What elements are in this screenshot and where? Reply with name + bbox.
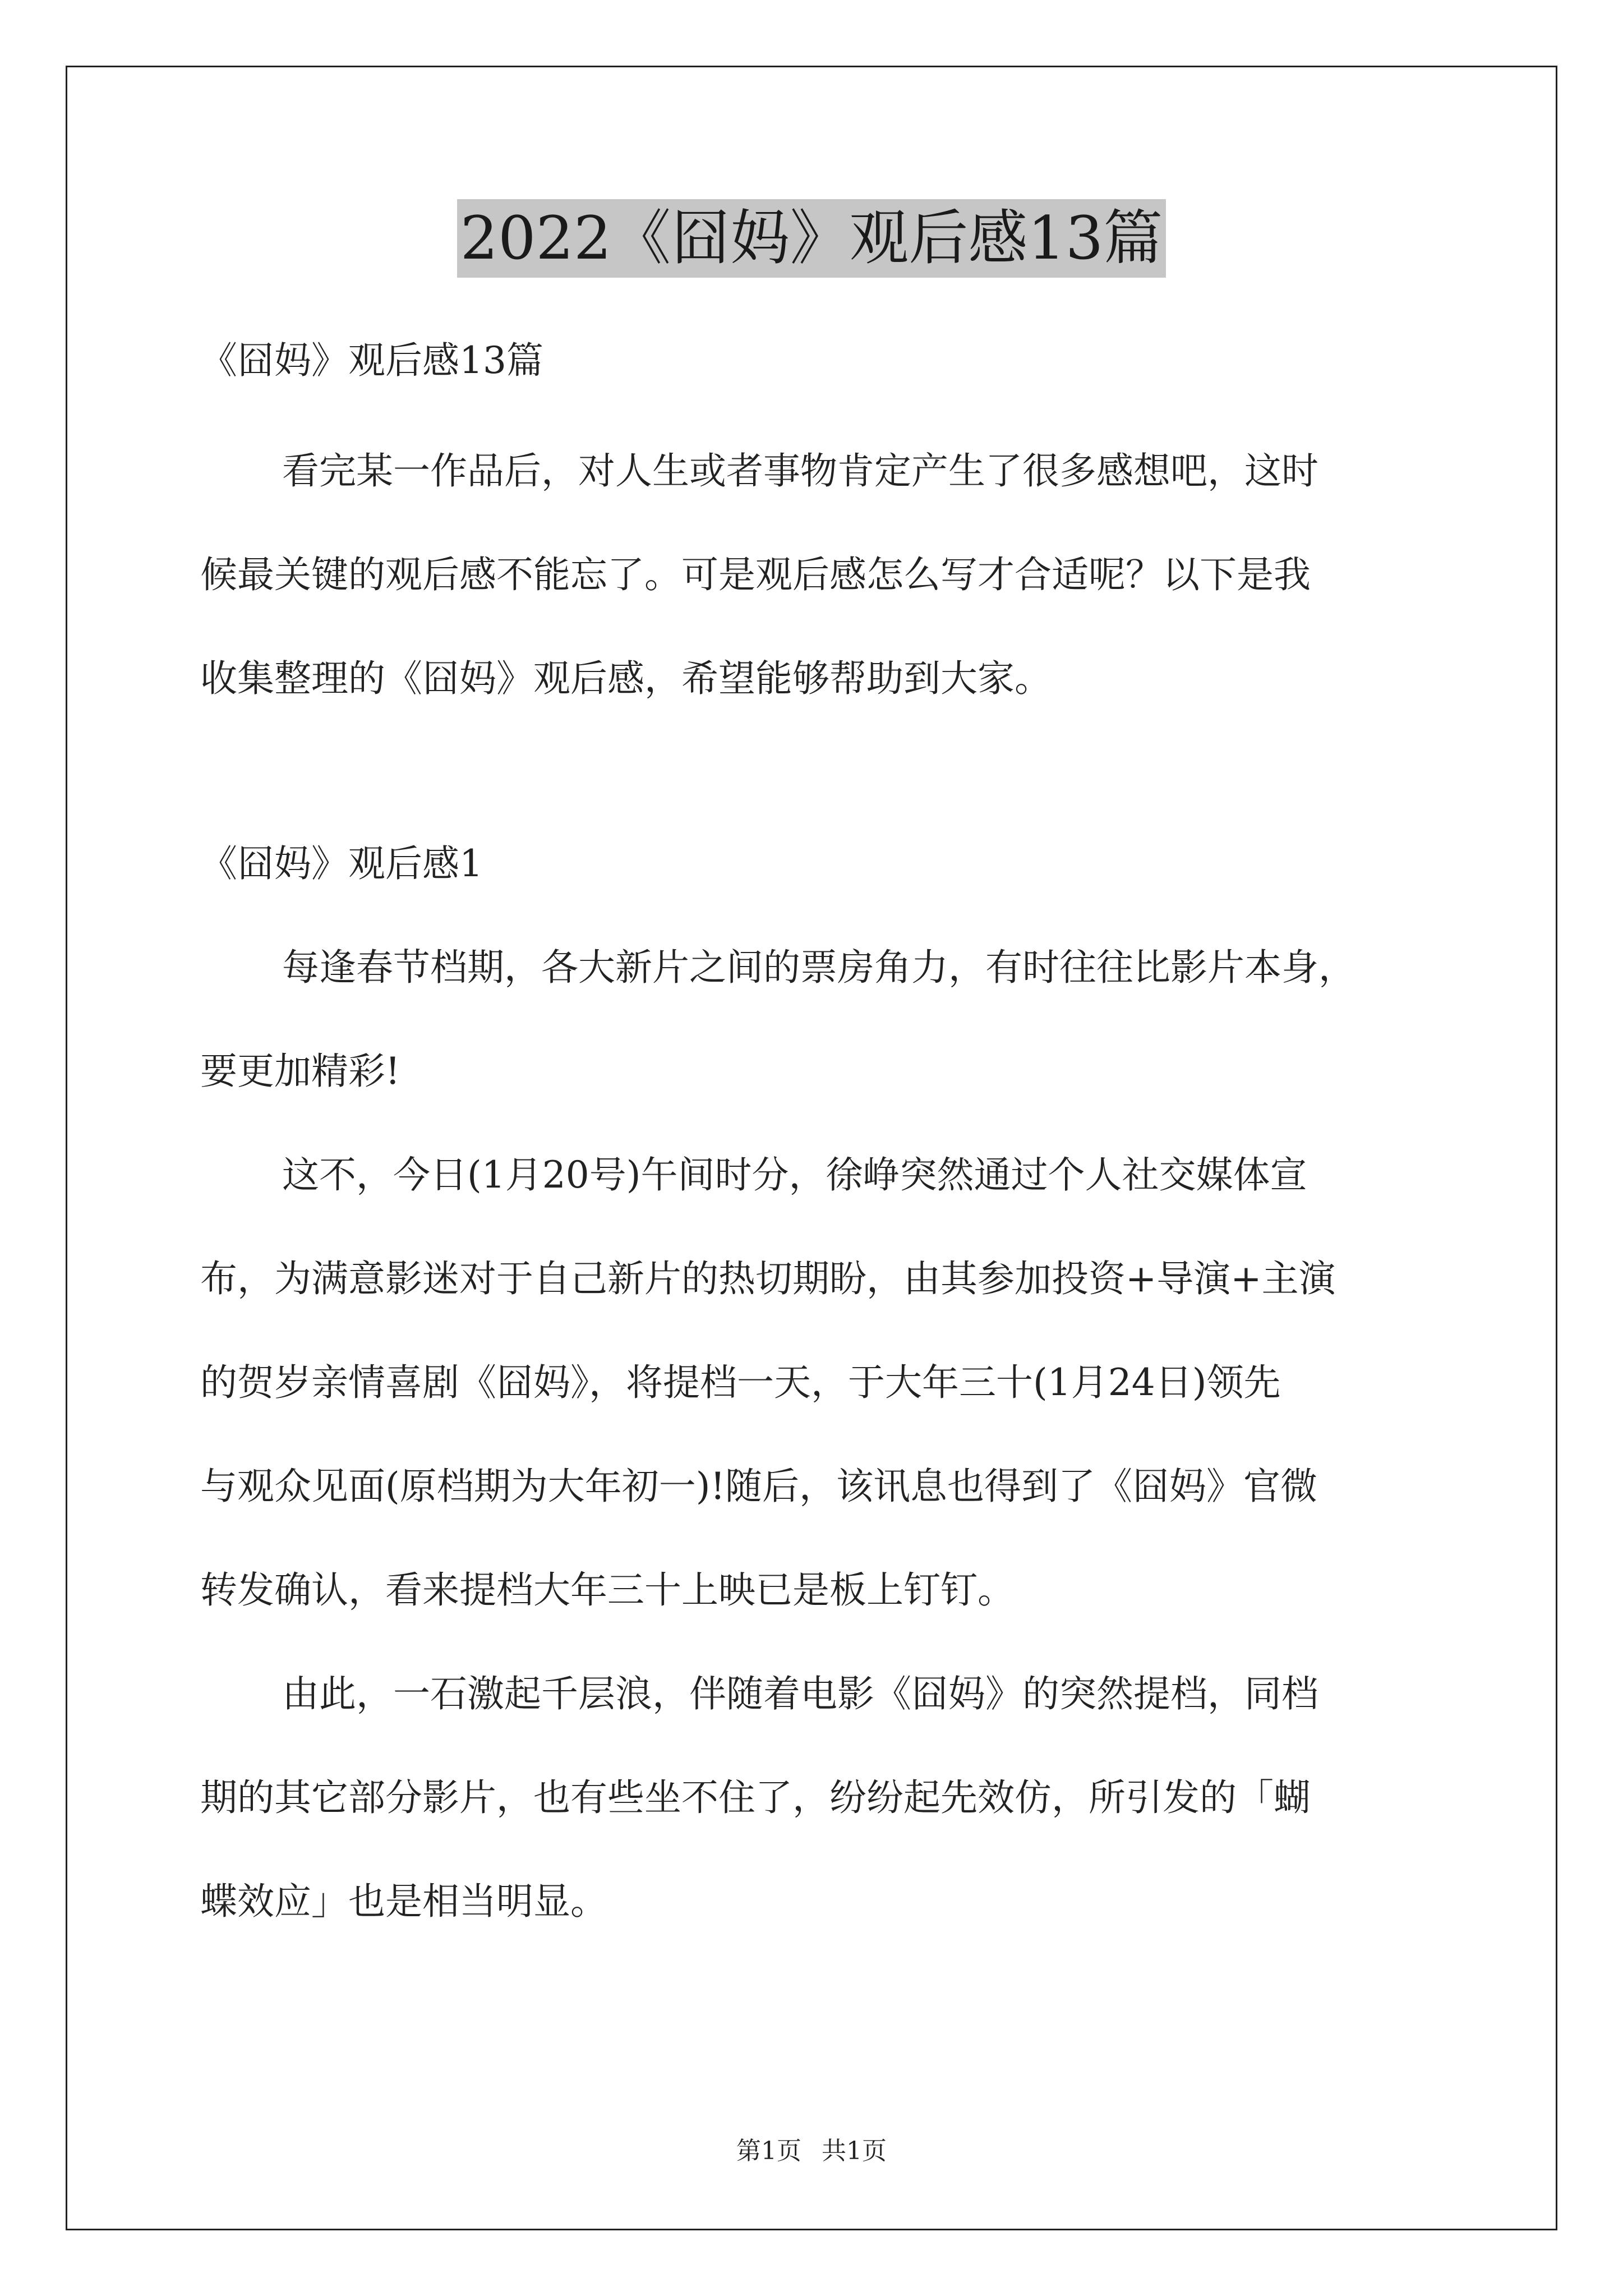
paragraph-line: 由此，一石激起千层浪，伴随着电影《囧妈》的突然提档，同档 <box>282 1672 1318 1715</box>
intro-line: 收集整理的《囧妈》观后感，希望能够帮助到大家。 <box>200 657 1052 700</box>
paragraph-line: 期的其它部分影片，也有些坐不住了，纷纷起先效仿，所引发的「蝴 <box>200 1776 1311 1819</box>
paragraph-line: 转发确认，看来提档大年三十上映已是板上钉钉。 <box>200 1568 1015 1612</box>
paragraph-line: 要更加精彩! <box>200 1050 400 1093</box>
intro-line: 看完某一作品后，对人生或者事物肯定产生了很多感想吧，这时 <box>282 449 1318 493</box>
paragraph-line: 这不，今日(1月20号)午间时分，徐峥突然通过个人社交媒体宣 <box>282 1153 1307 1197</box>
subtitle: 《囧妈》观后感13篇 <box>200 339 543 382</box>
document-title: 2022《囧妈》观后感13篇 <box>457 199 1166 278</box>
page-number: 第1页 <box>736 2137 801 2165</box>
paragraph-line: 布，为满意影迷对于自己新片的热切期盼，由其参加投资+导演+主演 <box>200 1257 1336 1300</box>
paragraph-1 <box>200 915 1434 1123</box>
intro-line: 候最关键的观后感不能忘了。可是观后感怎么写才合适呢？以下是我 <box>200 553 1311 596</box>
section-heading: 《囧妈》观后感1 <box>200 842 483 885</box>
paragraph-2 <box>200 1123 1434 1642</box>
paragraph-3 <box>200 1642 1434 1953</box>
document-body <box>200 309 1434 1953</box>
intro-paragraph <box>200 419 1434 730</box>
page-total: 共1页 <box>822 2137 887 2165</box>
paragraph-line: 蝶效应」也是相当明显。 <box>200 1880 607 1923</box>
title-area <box>0 199 1623 278</box>
paragraph-line: 的贺岁亲情喜剧《囧妈》，将提档一天，于大年三十(1月24日)领先 <box>200 1361 1281 1404</box>
page-footer <box>0 2134 1623 2168</box>
paragraph-line: 与观众见面(原档期为大年初一)!随后，该讯息也得到了《囧妈》官微 <box>200 1465 1318 1508</box>
paragraph-line: 每逢春节档期，各大新片之间的票房角力，有时往往比影片本身， <box>282 946 1355 989</box>
